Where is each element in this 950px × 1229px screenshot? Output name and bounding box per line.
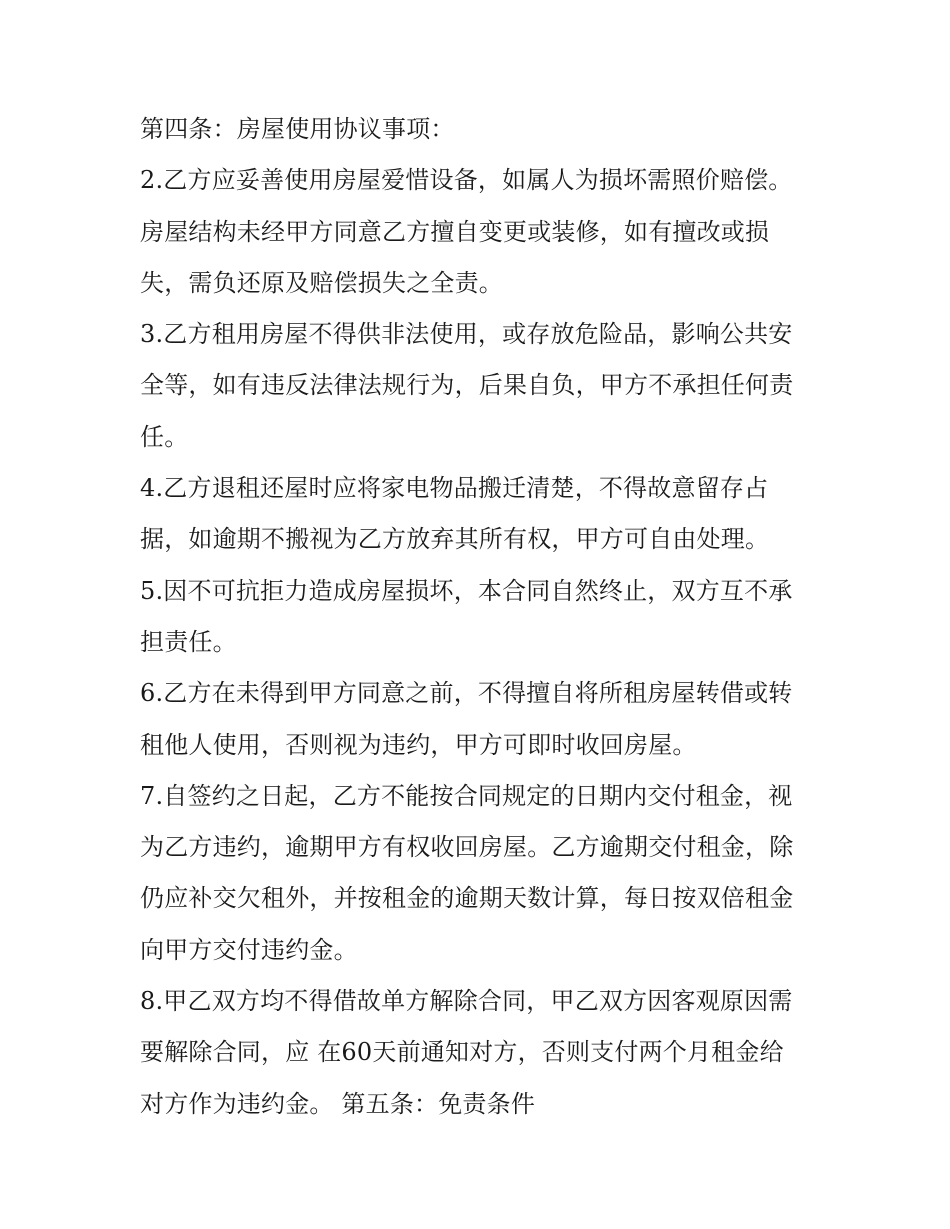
text-line: 4.乙方退租还屋时应将家电物品搬迁清楚，不得故意留存占 — [140, 474, 769, 503]
text-line: 向甲方交付违约金。 — [140, 935, 358, 964]
text-line: 任。 — [140, 422, 189, 451]
text-line: 要解除合同，应 在60天前通知对方，否则支付两个月租金给 — [140, 1038, 784, 1067]
section-heading-article-4: 第四条：房屋使用协议事项： — [140, 115, 455, 143]
text-line: 房屋结构未经甲方同意乙方擅自变更或装修，如有擅改或损 — [140, 217, 770, 246]
text-line: 3.乙方租用房屋不得供非法使用，或存放危险品，影响公共安 — [140, 320, 793, 349]
text-line: 8.甲乙双方均不得借故单方解除合同，甲乙双方因客观原因需 — [140, 987, 793, 1016]
text-line: 仍应补交欠租外，并按租金的逾期天数计算，每日按双倍租金 — [140, 884, 794, 913]
text-line: 为乙方违约，逾期甲方有权收回房屋。乙方逾期交付租金，除 — [140, 833, 794, 862]
text-line: 租他人使用，否则视为违约，甲方可即时收回房屋。 — [140, 730, 697, 759]
text-line: 7.自签约之日起，乙方不能按合同规定的日期内交付租金，视 — [140, 781, 793, 810]
text-line: 担责任。 — [140, 627, 237, 656]
text-line: 对方作为违约金。 第五条：免责条件 — [140, 1089, 536, 1118]
text-line: 5.因不可抗拒力造成房屋损坏，本合同自然终止，双方互不承 — [140, 576, 793, 605]
text-line: 全等，如有违反法律法规行为，后果自负，甲方不承担任何责 — [140, 371, 794, 400]
text-line: 据，如逾期不搬视为乙方放弃其所有权，甲方可自由处理。 — [140, 525, 770, 554]
document-body — [140, 104, 820, 1130]
text-line: 失，需负还原及赔偿损失之全责。 — [140, 268, 503, 297]
text-line: 2.乙方应妥善使用房屋爱惜设备，如属人为损坏需照价赔偿。 — [140, 166, 793, 195]
text-line: 6.乙方在未得到甲方同意之前，不得擅自将所租房屋转借或转 — [140, 679, 793, 708]
